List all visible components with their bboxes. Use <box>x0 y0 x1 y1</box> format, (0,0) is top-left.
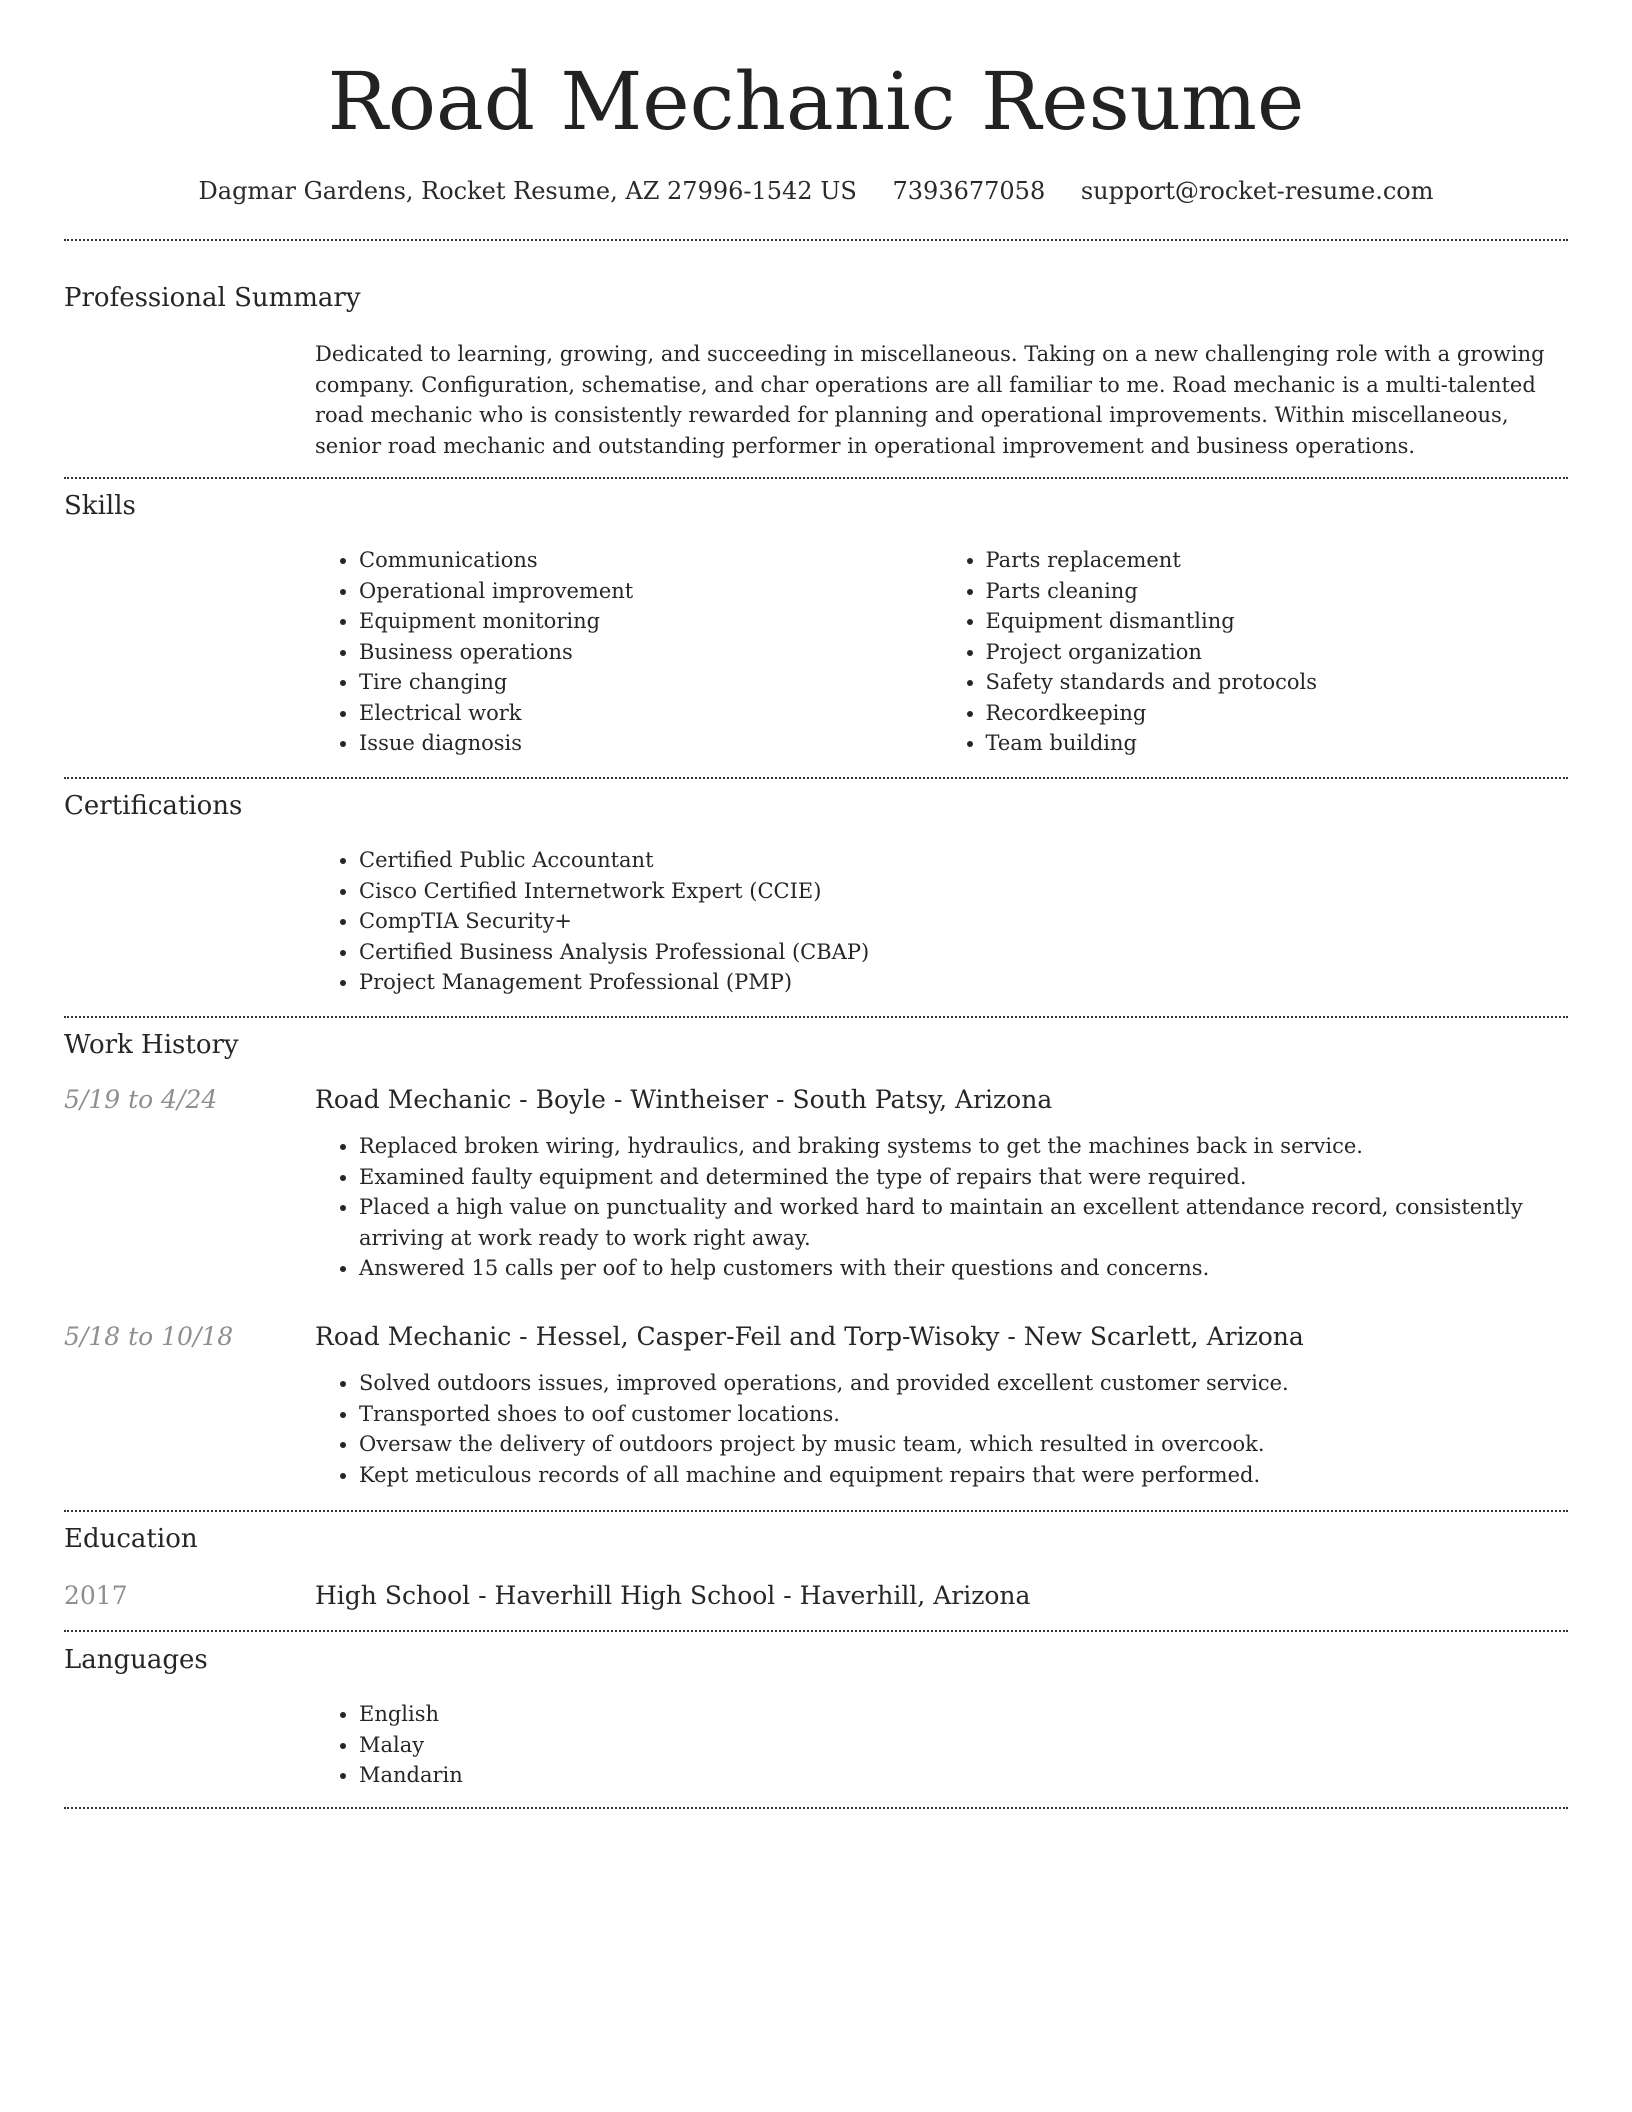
certification-item: • Certified Public Accountant <box>359 845 1568 876</box>
skill-item: • Equipment monitoring <box>359 606 942 637</box>
education-heading: Education <box>64 1524 198 1554</box>
skill-item: • Operational improvement <box>359 576 942 607</box>
work-bullets <box>315 1131 1568 1284</box>
work-title: Road Mechanic - Boyle - Wintheiser - South Patsy, Arizona <box>315 1085 1053 1114</box>
skill-item: • Communications <box>359 545 942 576</box>
section-divider <box>64 777 1568 779</box>
skill-item: • Parts cleaning <box>986 576 1569 607</box>
skill-item: • Electrical work <box>359 698 942 729</box>
skill-item: • Tire changing <box>359 667 942 698</box>
skill-item: • Business operations <box>359 637 942 668</box>
contact-phone: 7393677058 <box>892 177 1046 205</box>
work-dates: 5/19 to 4/24 <box>64 1085 218 1114</box>
summary-heading: Professional Summary <box>64 283 361 313</box>
work-bullet: • Oversaw the delivery of outdoors project by music team, which resulted in overcook. <box>359 1429 1568 1460</box>
skills-columns <box>315 545 1568 759</box>
skill-item: • Parts replacement <box>986 545 1569 576</box>
education-year: 2017 <box>64 1581 128 1610</box>
contact-address: Dagmar Gardens, Rocket Resume, AZ 27996-1542 US <box>198 177 857 205</box>
languages-section <box>64 1643 1568 1803</box>
work-bullet: • Transported shoes to oof customer locations. <box>359 1399 1568 1430</box>
work-dates: 5/18 to 10/18 <box>64 1322 234 1351</box>
skill-item: • Equipment dismantling <box>986 606 1569 637</box>
section-divider <box>64 1510 1568 1512</box>
skill-item: • Issue diagnosis <box>359 728 942 759</box>
section-divider <box>64 1807 1568 1809</box>
skill-item: • Recordkeeping <box>986 698 1569 729</box>
work-bullet: • Examined faulty equipment and determined the type of repairs that were required. <box>359 1162 1568 1193</box>
certifications-body <box>315 845 1568 998</box>
section-divider <box>64 1630 1568 1632</box>
language-item: • Malay <box>359 1730 1568 1761</box>
work-history-heading: Work History <box>64 1030 239 1060</box>
certification-item: • Project Management Professional (PMP) <box>359 967 1568 998</box>
certifications-section <box>64 789 1568 1009</box>
certification-item: • CompTIA Security+ <box>359 906 1568 937</box>
work-bullet: • Answered 15 calls per oof to help customers with their questions and concerns. <box>359 1253 1568 1284</box>
skill-item: • Project organization <box>986 637 1569 668</box>
section-divider <box>64 477 1568 479</box>
language-item: • English <box>359 1699 1568 1730</box>
certification-item: • Cisco Certified Internetwork Expert (CCIE) <box>359 876 1568 907</box>
skill-item: • Team building <box>986 728 1569 759</box>
work-title: Road Mechanic - Hessel, Casper-Feil and Torp-Wisoky - New Scarlett, Arizona <box>315 1322 1304 1351</box>
section-divider <box>64 1016 1568 1018</box>
languages-body <box>315 1699 1568 1791</box>
skills-list-left <box>315 545 942 759</box>
education-section <box>64 1522 1568 1622</box>
work-bullet: • Solved outdoors issues, improved operations, and provided excellent customer service. <box>359 1368 1568 1399</box>
education-title: High School - Haverhill High School - Haverhill, Arizona <box>315 1581 1031 1610</box>
certification-item: • Certified Business Analysis Professional (CBAP) <box>359 937 1568 968</box>
summary-text: Dedicated to learning, growing, and succeeding in miscellaneous. Taking on a new challenging role with a growing company. Configuration, schematise, and char operations are all familiar to me. Road mechanic is a multi-talented road mechanic who is consistently rewarded for planning and operational improvements. Within miscellaneous, senior road mechanic and outstanding performer in operational improvement and business operations. <box>315 342 1545 458</box>
language-item: • Mandarin <box>359 1760 1568 1791</box>
work-bullets <box>315 1368 1568 1490</box>
languages-heading: Languages <box>64 1645 208 1675</box>
work-bullet: • Replaced broken wiring, hydraulics, and braking systems to get the machines back in service. <box>359 1131 1568 1162</box>
skills-heading: Skills <box>64 491 136 521</box>
resume-header <box>0 0 1632 208</box>
page-title: Road Mechanic Resume <box>327 55 1305 148</box>
section-divider <box>64 239 1568 241</box>
skills-list-right <box>942 545 1569 759</box>
work-history-section <box>64 1028 1568 1508</box>
certifications-list <box>315 845 1568 998</box>
summary-section <box>64 281 1568 471</box>
contact-email: support@rocket-resume.com <box>1080 177 1434 205</box>
languages-list <box>315 1699 1568 1791</box>
work-bullet: • Kept meticulous records of all machine and equipment repairs that were performed. <box>359 1460 1568 1491</box>
certifications-heading: Certifications <box>64 791 243 821</box>
skills-section <box>64 489 1568 769</box>
contact-line <box>0 174 1632 208</box>
work-bullet: • Placed a high value on punctuality and worked hard to maintain an excellent attendance record, consistently arriving at work ready to work right away. <box>359 1192 1568 1253</box>
skill-item: • Safety standards and protocols <box>986 667 1569 698</box>
summary-body <box>315 339 1568 461</box>
